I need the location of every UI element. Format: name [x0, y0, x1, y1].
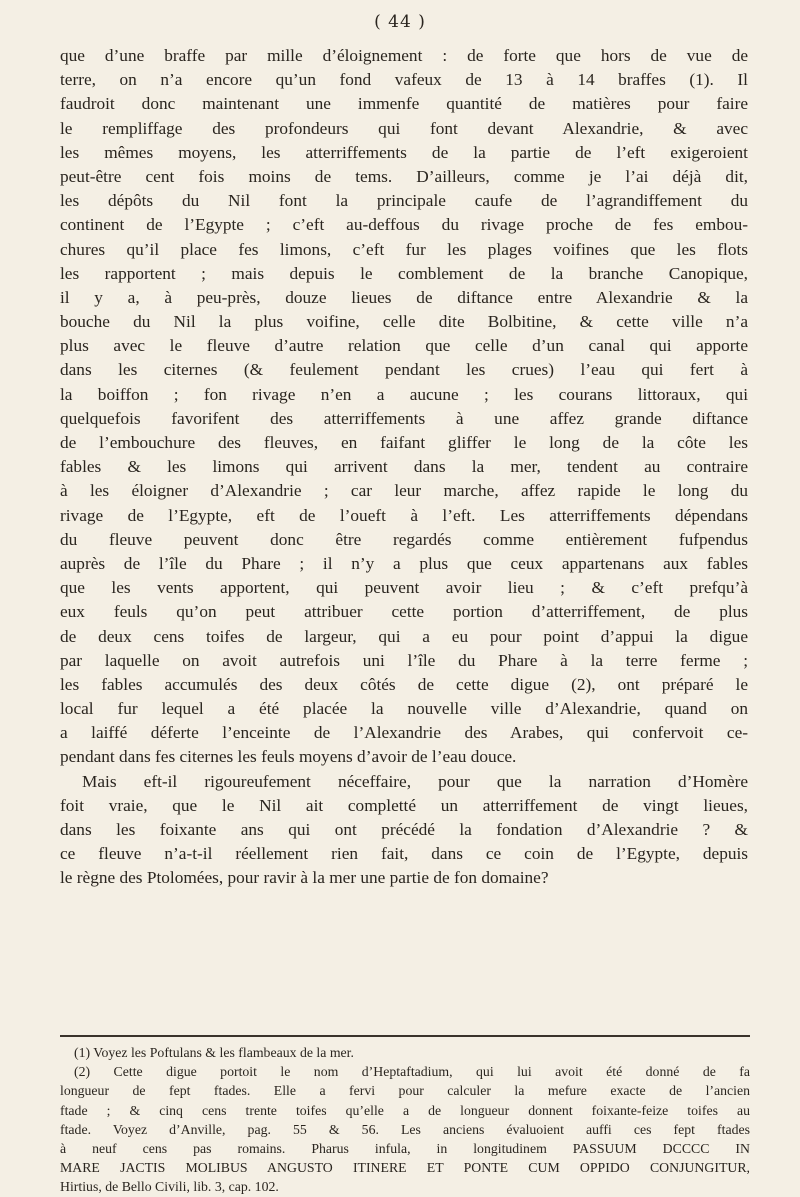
body-line: eux feuls qu’on peut attribuer cette portion d’atterriffement, de plus	[60, 602, 748, 622]
body-line: peut-être cent fois moins de tems. D’ailleurs, comme je l’ai déjà dit,	[60, 166, 748, 186]
footnote-line: (1) Voyez les Poftulans & les flambeaux de la mer.	[74, 1045, 354, 1060]
body-line: de deux cens toifes de largeur, qui a eu pour point d’appui la digue	[60, 626, 748, 646]
body-line: bouche du Nil la plus voifine, celle dite Bolbitine, & cette ville n’a	[60, 312, 748, 332]
footnote-line: à neuf cens pas romains. Pharus infula, in longitudinem PASSUUM DCCCC IN	[60, 1140, 750, 1156]
body-line: auprès de l’île du Phare ; il n’y a plus que ceux appartenans aux fables	[60, 553, 748, 573]
footnotes	[60, 1043, 750, 1197]
footnote-line: ftade ; & cinq cens trente toifes qu’elle a de longueur donnent foixante-feize toifes au	[60, 1102, 750, 1118]
body-line: que les vents apportent, qui peuvent avoir lieu ; & c’eft prefqu’à	[60, 578, 748, 598]
body-line: foit vraie, que le Nil ait completté un atterriffement de vingt lieues,	[60, 795, 748, 815]
footnote-line: MARE JACTIS MOLIBUS ANGUSTO ITINERE ET PONTE CUM OPPIDO CONJUNGITUR,	[60, 1160, 750, 1176]
body-line: ce fleuve n’a-t-il réellement rien fait, dans ce coin de l’Egypte, depuis	[60, 844, 748, 864]
footnote-line: longueur de fept ftades. Elle a fervi pour calculer la mefure exacte de l’ancien	[60, 1083, 750, 1099]
footnote-line: (2) Cette digue portoit le nom d’Heptaftadium, qui lui avoit été donné de fa	[74, 1064, 750, 1080]
body-line: du fleuve peuvent donc être regardés comme entièrement fufpendus	[60, 529, 748, 549]
body-line: plus avec le fleuve d’autre relation que celle d’un canal qui apporte	[60, 336, 748, 356]
body-line: les mêmes moyens, les atterriffements de la partie de l’eft exigeroient	[60, 142, 748, 162]
body-line: faudroit donc maintenant une immenfe quantité de matières pour faire	[60, 94, 748, 114]
body-line: par laquelle on avoit autrefois uni l’île du Phare à la terre ferme ;	[60, 650, 748, 670]
body-line: de l’embouchure des fleuves, en faifant gliffer le long de la côte les	[60, 433, 748, 452]
page-number: ( 44 )	[374, 12, 426, 32]
body-text	[60, 44, 748, 891]
body-line: que d’une braffe par mille d’éloignement : de forte que hors de vue de	[60, 46, 748, 65]
footnote-line: Hirtius, de Bello Civili, lib. 3, cap. 102.	[60, 1179, 279, 1195]
body-line: fables & les limons qui arrivent dans la mer, tendent au contraire	[60, 457, 748, 477]
body-line: les fables accumulés des deux côtés de cette digue (2), ont préparé le	[60, 674, 748, 694]
body-line: la boiffon ; fon rivage n’en a aucune ; les courans littoraux, qui	[60, 384, 748, 404]
body-line: pendant dans fes citernes les feuls moyens d’avoir de l’eau douce.	[60, 747, 517, 767]
body-line: continent de l’Egypte ; c’eft au-deffous du rivage proche de fes embou-	[60, 215, 748, 235]
body-line: les dépôts du Nil font la principale caufe de l’agrandiffement du	[60, 191, 748, 211]
body-line: à les éloigner d’Alexandrie ; car leur marche, affez rapide le long du	[60, 481, 748, 501]
body-line: il y a, à peu-près, douze lieues de diftance entre Alexandrie & la	[60, 287, 748, 307]
body-line: local fur lequel a été placée la nouvelle ville d’Alexandrie, quand on	[60, 699, 748, 719]
body-line: terre, on n’a encore qu’un fond vafeux de 13 à 14 braffes (1). Il	[60, 70, 748, 90]
body-line: le règne des Ptolomées, pour ravir à la mer une partie de fon domaine?	[60, 868, 549, 888]
body-line: a laiffé déferte l’enceinte de l’Alexandrie des Arabes, qui confervoit ce-	[60, 723, 748, 743]
body-line: dans les citernes (& feulement pendant les crues) l’eau qui fert à	[60, 360, 748, 380]
body-line: dans les foixante ans qui ont précédé la fondation d’Alexandrie ? &	[60, 820, 748, 839]
body-line: les rapportent ; mais depuis le comblement de la branche Canopique,	[60, 263, 748, 283]
body-line: chures qu’il place fes limons, c’eft fur les plages voifines que les flots	[60, 239, 748, 259]
body-line: Mais eft-il rigoureufement néceffaire, pour que la narration d’Homère	[82, 771, 748, 791]
body-line: quelquefois favorifent des atterriffements à une affez grande diftance	[60, 408, 748, 428]
body-line: rivage de l’Egypte, eft de l’oueft à l’eft. Les atterriffements dépendans	[60, 505, 748, 525]
footnote-line: ftade. Voyez d’Anville, pag. 55 & 56. Les anciens évaluoient auffi ces fept ftades	[60, 1121, 750, 1137]
body-line: le rempliffage des profondeurs qui font devant Alexandrie, & avec	[60, 118, 748, 138]
footnote-divider	[60, 1035, 750, 1037]
